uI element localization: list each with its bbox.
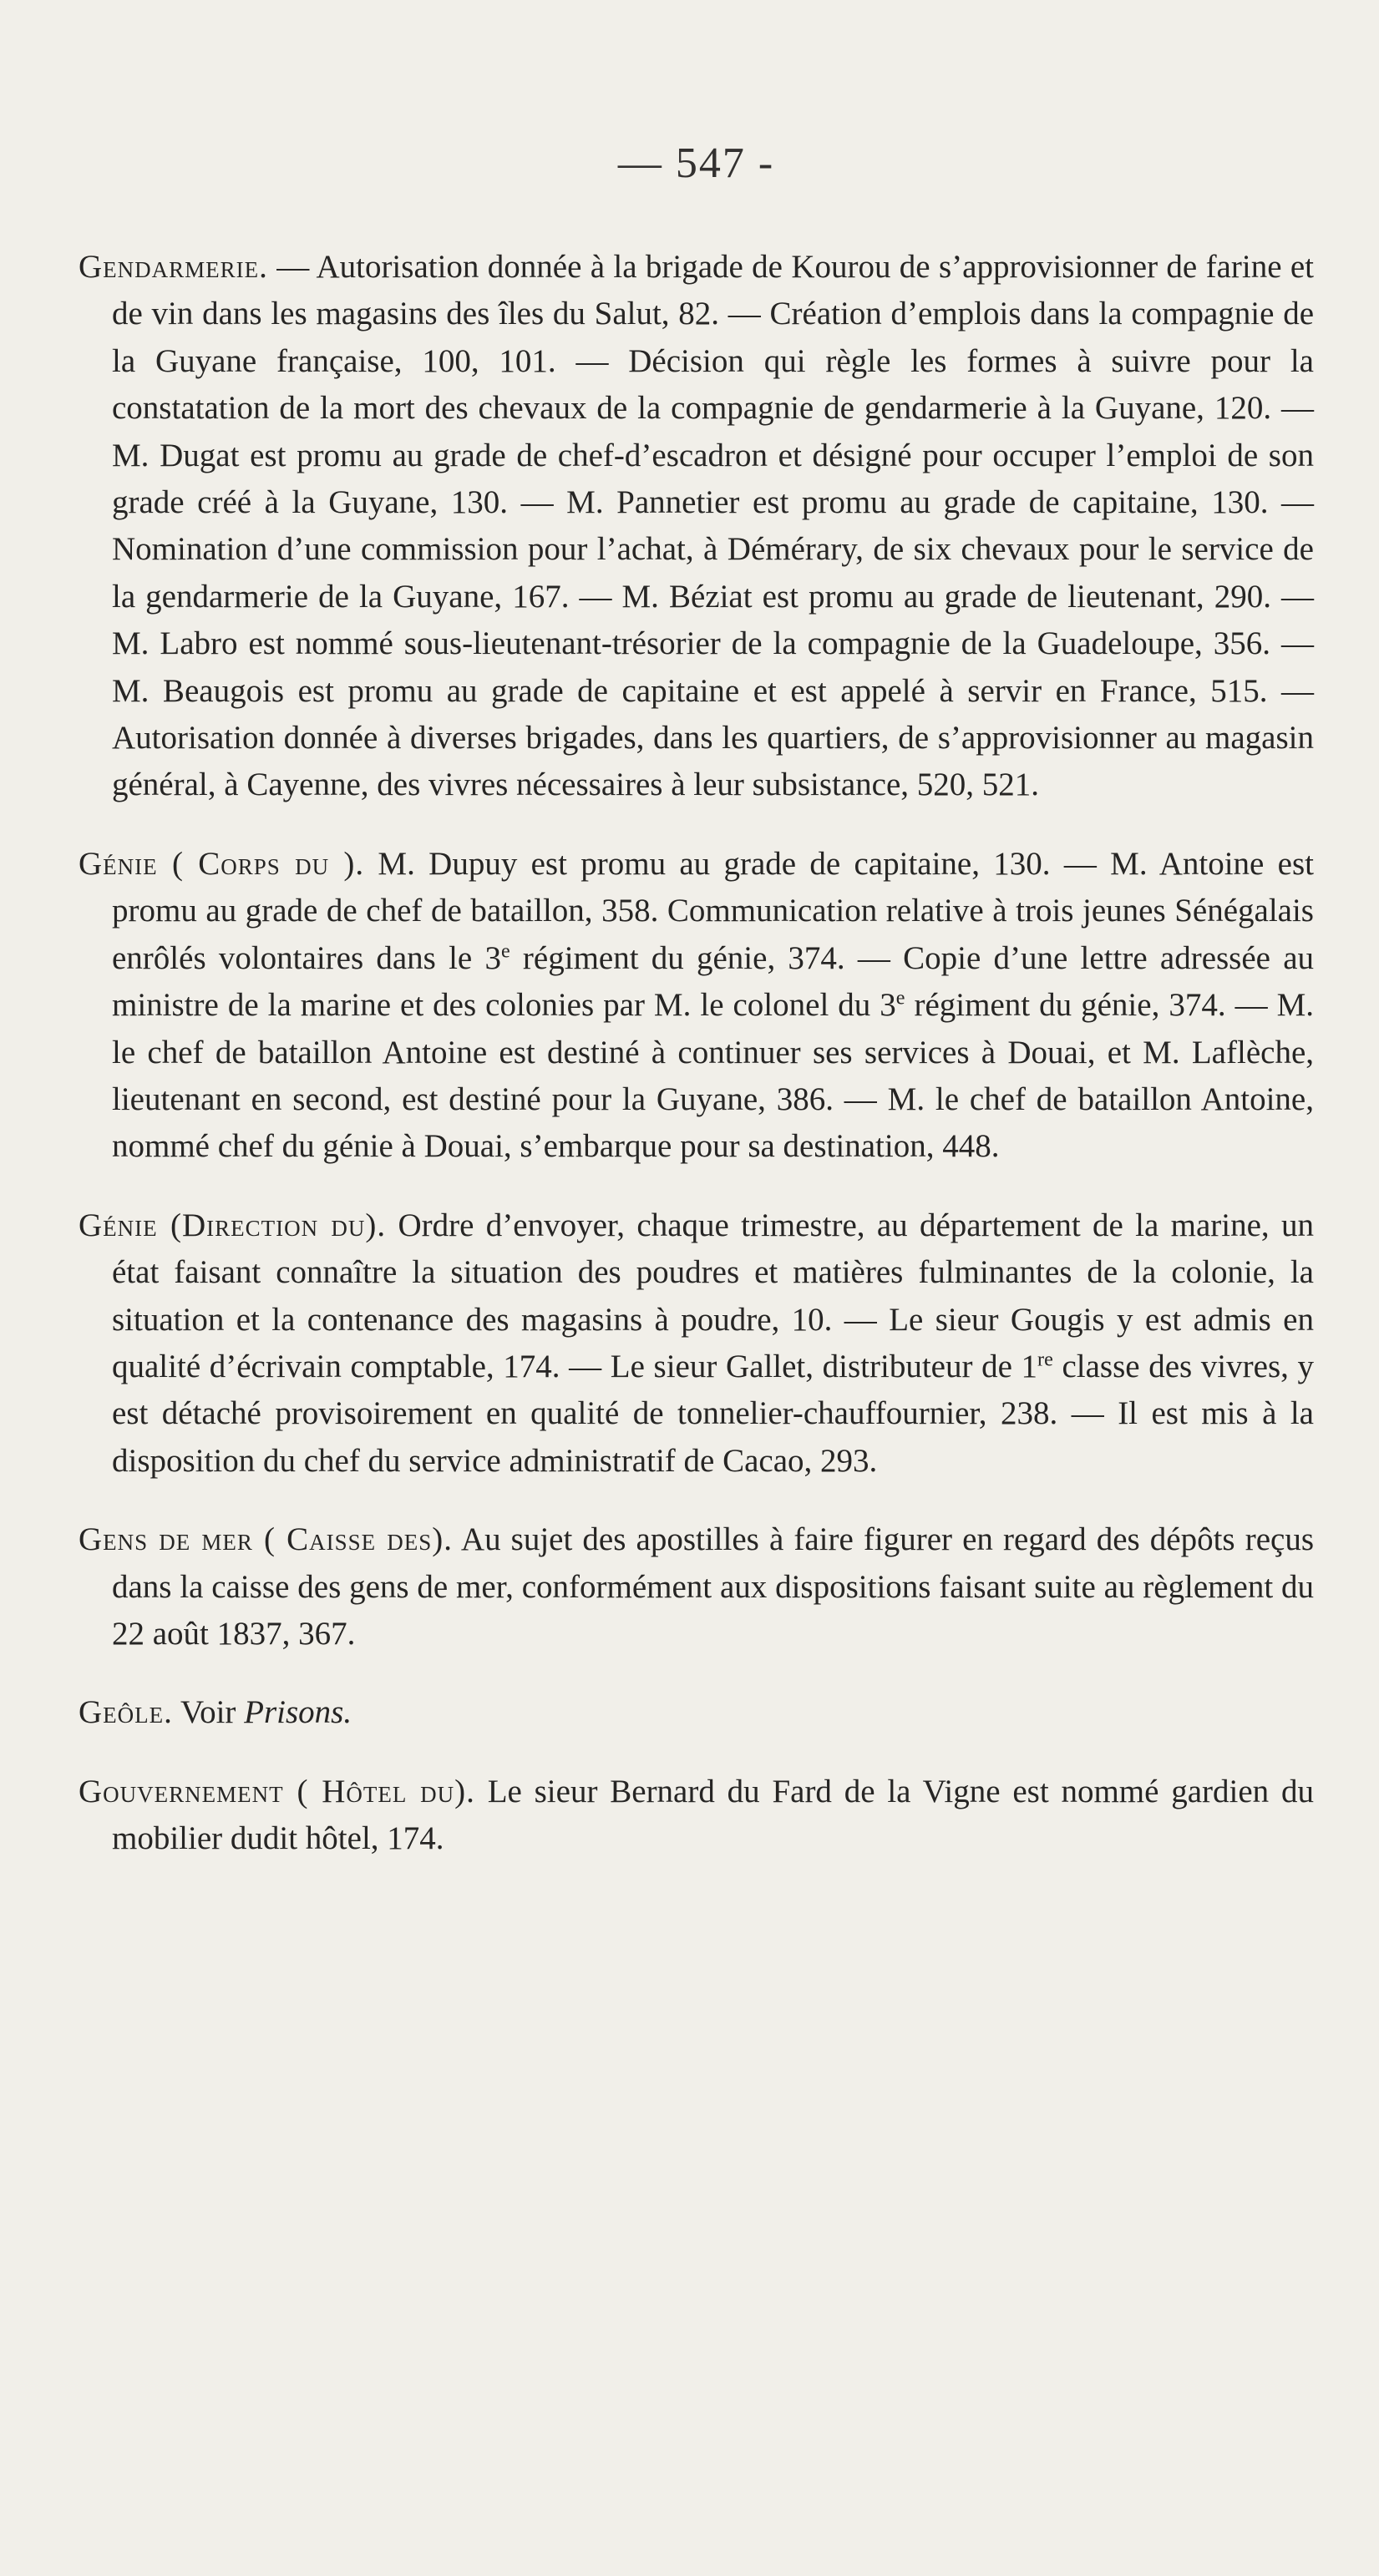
- cross-reference: Prisons.: [244, 1694, 352, 1731]
- index-entry-gouvernement: [79, 1769, 1314, 1863]
- entry-heading: Gouvernement ( Hôtel du).: [79, 1773, 475, 1809]
- entry-text: Au sujet des apostilles à faire figurer en regard des dépôts reçus dans la caisse des gens de mer, conformément aux dispositions faisant suite au règlement du 22 août 1837, 367.: [112, 1521, 1314, 1652]
- entry-heading: Génie ( Corps du ).: [79, 845, 365, 882]
- entry-heading: Geôle.: [79, 1694, 173, 1731]
- index-entry-geole: [79, 1689, 1314, 1736]
- superscript: re: [1037, 1348, 1053, 1371]
- entry-heading: Gens de mer ( Caisse des).: [79, 1521, 453, 1558]
- index-entry-gendarmerie: [79, 244, 1314, 809]
- entry-heading: Génie (Direction du).: [79, 1207, 387, 1243]
- entry-text: M. Dupuy est promu au grade de capitaine, 130. — M. Antoine est promu au grade de chef de bataillon, 358. Communication relative à trois jeunes Sénégalais enrôlés volontaires dans le 3: [112, 845, 1314, 976]
- superscript: e: [895, 986, 905, 1010]
- entry-text: régiment du génie, 374. — M. le chef de bataillon Antoine est destiné à continuer ses services à Douai, et M. Laflèche, lieutenant en second, est destiné pour la Guyane, 386. — M. le chef de bataillon Antoine, nommé chef du génie à Douai, s’embarque pour sa destination, 448.: [112, 987, 1314, 1165]
- index-entry-genie-corps: [79, 841, 1314, 1171]
- page-number: — 547 -: [617, 139, 775, 187]
- entry-text: régiment du génie, 374. — Copie d’une lettre adressée au ministre de la marine et des colonies par M. le colonel du 3: [112, 939, 1315, 1024]
- entry-text: Le sieur Bernard du Fard de la Vigne est nommé gardien du mobilier dudit hôtel, 174.: [112, 1773, 1314, 1857]
- entry-text: — Autorisation donnée à la brigade de Kourou de s’approvisionner de farine et de vin dans les magasins des îles du Salut, 82. — Création d’emplois dans la compagnie de la Guyane française, 100, 101. — Décision qui règle les formes à suivre pour la constatation de la mort des chevaux de la compagnie de gendarmerie à la Guyane, 120. — M. Dugat est promu au grade de chef-d’escadron et désigné pour occuper l’emploi de son grade créé à la Guyane, 130. — M. Pannetier est promu au grade de capitaine, 130. — Nomination d’une commission pour l’achat, à Démérary, de six chevaux pour le service de la gendarmerie de la Guyane, 167. — M. Béziat est promu au grade de lieutenant, 290. — M. Labro est nommé sous-lieutenant-trésorier de la compagnie de la Guadeloupe, 356. — M. Beaugois est promu au grade de capitaine et est appelé à servir en France, 515. — Autorisation donnée à diverses brigades, dans les quartiers, de s’approvisionner au magasin général, à Cayenne, des vivres nécessaires à leur subsistance, 520, 521.: [112, 249, 1314, 803]
- entry-text: classe des vivres, y est détaché provisoirement en qualité de tonnelier-chauffournier, 238. — Il est mis à la disposition du chef du service administratif de Cacao, 293.: [112, 1348, 1314, 1479]
- entry-heading: Gendarmerie.: [79, 249, 268, 285]
- index-entry-genie-direction: [79, 1202, 1314, 1485]
- entry-text: Ordre d’envoyer, chaque trimestre, au département de la marine, un état faisant connaître la situation des poudres et matières fulminantes de la colonie, la situation et la contenance des magasins à poudre, 10. — Le sieur Gougis y est admis en qualité d’écrivain comptable, 174. — Le sieur Gallet, distributeur de 1: [112, 1207, 1314, 1384]
- entry-text: Voir: [172, 1694, 245, 1731]
- superscript: e: [500, 939, 510, 963]
- index-entry-gens-de-mer: [79, 1516, 1314, 1657]
